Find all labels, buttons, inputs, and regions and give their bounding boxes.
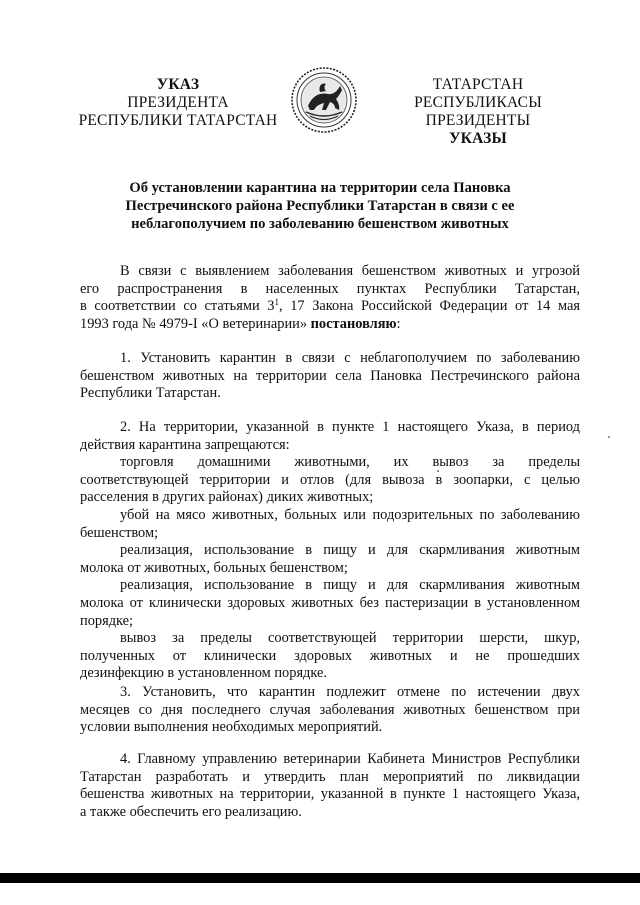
text-line: полученных от клинически здоровых животных и не прошедших [80,647,580,664]
text-line: расселения в других районах) диких животных; [80,489,374,506]
text-line: его распространения в населенных пунктах Республики Татарстан, [80,280,580,297]
text-line: В связи с выявлением заболевания бешенством животных и угрозой [120,263,580,279]
text-line: условии выполнения необходимых мероприятий. [80,719,383,736]
text-line: 2. На территории, указанной в пункте 1 настоящего Указа, в период [120,419,580,435]
scan-edge-bar [0,873,640,883]
decree-word-tatar: УКАЗЫ [449,130,507,147]
decree-word: УКАЗ [156,76,200,93]
text-line: 3. Установить, что карантин подлежит отмене по истечении двух [120,684,580,700]
text-fragment: : [396,315,401,332]
item-2 [80,419,580,683]
text-line: соответствующей территории и отлов (для вывоза в зоопарки, с целью [80,471,580,488]
text-line: 4. Главному управлению ветеринарии Кабинета Министров Республики [120,751,580,767]
article-superscript: 1 [274,297,279,308]
text-line: молока от животных, больных бешенством; [80,559,348,576]
text-line: месяцев со дня последнего случая заболевания животных бешенством при [80,701,580,718]
text-line: реализация, использование в пищу и для скармливания животным [120,577,580,594]
title-line: неблагополучием по заболеванию бешенством животных [131,216,509,232]
president-word: ПРЕЗИДЕНТА [127,94,229,111]
header-russian [78,76,278,130]
text-line: действия карантина запрещаются: [80,436,290,453]
text-line: Татарстан разработать и утвердить план мероприятий по ликвидации [80,768,580,785]
text-fragment: 1993 года № 4979-I «О ветеринарии» [80,315,311,332]
item-1 [80,350,580,403]
scan-speck [437,470,439,472]
item-3 [80,684,580,737]
text-line: а также обеспечить его реализацию. [80,803,302,820]
republic-name: РЕСПУБЛИКИ ТАТАРСТАН [78,112,278,129]
text-line [80,298,580,316]
decree-verb: постановляю [310,315,397,332]
text-line: торговля домашними животными, их вывоз за пределы [120,454,580,471]
text-line: молока от клинически здоровых животных без пастеризации в установленном [80,594,580,611]
preamble-paragraph [80,263,580,333]
scan-speck [608,436,610,438]
header-tatar [368,76,588,148]
text-fragment: в соответствии со статьями 3 [80,298,275,315]
document-title [110,179,530,233]
republic-name-tatar: ТАТАРСТАН РЕСПУБЛИКАСЫ [414,76,542,111]
text-fragment: , 17 Закона Российской Федерации от 14 мая [278,298,580,315]
tatarstan-coat-of-arms-icon [290,66,358,134]
text-line: дезинфекцию в установленном порядке. [80,665,328,682]
text-line: вывоз за пределы соответствующей территории шерсти, шкур, [120,630,580,647]
title-line: Об установлении карантина на территории села Пановка [129,180,511,196]
text-line: порядке; [80,612,134,629]
title-line: Пестречинского района Республики Татарстан в связи с ее [125,198,515,214]
text-line: реализация, использование в пищу и для скармливания животным [120,542,580,559]
text-line: Республики Татарстан. [80,385,221,402]
text-line: бешенства животных на территории, указанной в пункте 1 настоящего Указа, [80,786,580,803]
item-4 [80,751,580,821]
text-line: убой на мясо животных, больных или подозрительных по заболеванию [120,506,580,523]
text-line: бешенством животных на территории села Пановка Пестречинского района [80,367,580,384]
president-word-tatar: ПРЕЗИДЕНТЫ [425,112,531,129]
text-line [80,316,580,334]
text-line: 1. Установить карантин в связи с неблагополучием по заболеванию [120,350,580,366]
text-line: бешенством; [80,524,159,541]
